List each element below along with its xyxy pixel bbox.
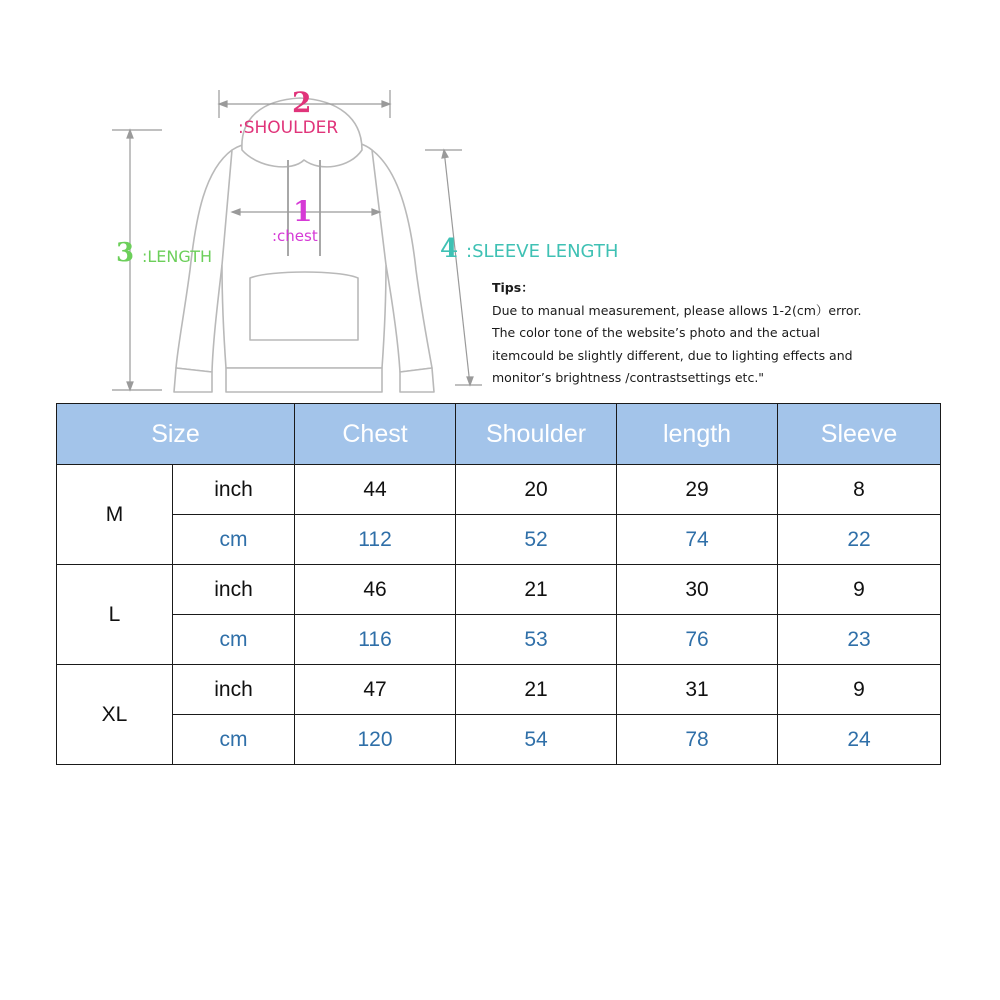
shoulder-number: 2 [292,86,312,119]
size-cell: XL [57,665,173,765]
unit-cell: cm [173,715,295,765]
tips-block [492,277,932,390]
length-value: 29 [617,465,778,515]
shoulder-value: 21 [456,665,617,715]
table-row [57,715,941,765]
length-number: 3 [116,238,135,268]
size-cell: L [57,565,173,665]
tip-line: monitor’s brightness /contrastsettings etc." [492,370,765,385]
tip-line: The color tone of the website’s photo and the actual [492,325,820,340]
unit-cell: inch [173,565,295,615]
header-chest: Chest [295,404,456,465]
chest-value: 120 [295,715,456,765]
tips-title: Tips： [492,280,534,295]
size-cell: M [57,465,173,565]
table-row [57,515,941,565]
tip-line: itemcould be slightly different, due to lighting effects and [492,347,853,363]
chest-value: 116 [295,615,456,665]
shoulder-value: 20 [456,465,617,515]
chest-value: 112 [295,515,456,565]
sleeve-value: 9 [778,565,941,615]
chest-number: 1 [293,195,313,228]
table-row [57,615,941,665]
header-sleeve: Sleeve [778,404,941,465]
sleeve-number: 4 [440,234,459,264]
chest-value: 44 [295,465,456,515]
chest-label: :chest [272,227,318,245]
unit-cell: cm [173,615,295,665]
sleeve-value: 24 [778,715,941,765]
header-length: length [617,404,778,465]
length-value: 78 [617,715,778,765]
shoulder-value: 21 [456,565,617,615]
unit-cell: inch [173,465,295,515]
shoulder-value: 54 [456,715,617,765]
sleeve-label: :SLEEVE LENGTH [466,241,619,262]
length-value: 76 [617,615,778,665]
sleeve-value: 23 [778,615,941,665]
length-value: 30 [617,565,778,615]
chest-value: 46 [295,565,456,615]
unit-cell: inch [173,665,295,715]
measurement-diagram [0,0,1000,400]
shoulder-value: 53 [456,615,617,665]
header-size: Size [57,404,295,465]
sleeve-value: 9 [778,665,941,715]
unit-cell: cm [173,515,295,565]
sleeve-value: 22 [778,515,941,565]
size-chart-table [56,403,941,765]
length-value: 74 [617,515,778,565]
table-header-row [57,404,941,465]
shoulder-label: :SHOULDER [238,118,339,138]
header-shoulder: Shoulder [456,404,617,465]
length-label: :LENGTH [142,247,213,266]
table-row [57,565,941,615]
table-row [57,465,941,515]
length-value: 31 [617,665,778,715]
tip-line: Due to manual measurement, please allows 1-2(cm）error. [492,302,862,318]
table-row [57,665,941,715]
sleeve-value: 8 [778,465,941,515]
chest-value: 47 [295,665,456,715]
shoulder-value: 52 [456,515,617,565]
